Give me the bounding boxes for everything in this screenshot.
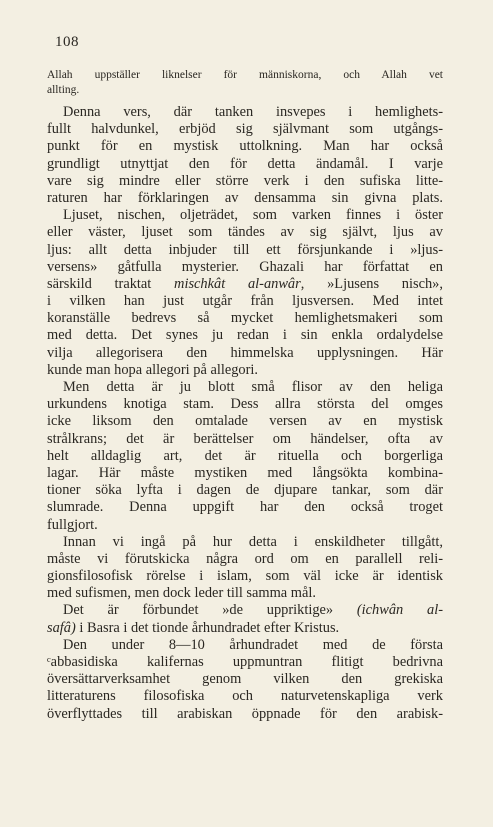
text-line: Men detta är ju blott små flisor av den heliga — [63, 379, 443, 395]
text-line: tioner söka lyfta i dagen de djupare tankar, som där — [47, 482, 443, 499]
text-line: urkundens knotiga stam. Dess allra största del omges — [47, 396, 443, 413]
text-line: icke liksom den omtalade versen av en mystisk — [47, 413, 443, 430]
text-span: särskild traktat — [47, 275, 175, 292]
text-line: helt alldaglig art, det är rituella och borgerliga — [47, 447, 443, 464]
text-line: koranställe bedrevs så mycket hemlighetsmakeri som — [47, 310, 443, 327]
text-line: ᶜabbasidiska kalifernas uppmuntran flitigt bedrivna — [47, 654, 443, 670]
text-span: Det är förbundet »de uppriktige» — [63, 602, 357, 619]
text-line: gionsfilosofisk rörelse i islam, som väl icke är identisk — [47, 568, 443, 585]
text-line: allting. — [47, 84, 80, 96]
text-line: vare sig mindre eller större verk i den sufiska litte- — [47, 172, 443, 189]
text-span: i Basra i det tionde århundradet efter Kristus. — [75, 619, 340, 636]
text-line: eller väster, ljuset som tändes av sig självt, ljus av — [47, 224, 443, 241]
text-line: med detta. Det synes ju redan i sin enkla ordalydelse — [47, 327, 443, 344]
text-line — [47, 620, 443, 637]
text-line: Innan vi ingå på hur detta i enskildheter tillgått, — [63, 533, 443, 550]
body-text — [47, 68, 443, 723]
page-number: 108 — [55, 34, 79, 50]
text-span: , »Ljusens nisch», — [300, 275, 443, 292]
text-line: måste vi förutskicka några ord om en parallell reli- — [47, 550, 443, 567]
text-line: slumrade. Denna uppgift har den också troget — [47, 499, 443, 516]
text-line: grundligt utnyttjat den för detta ändamål. I varje — [47, 155, 443, 172]
italic-term: mischkât al-anwâr — [174, 275, 301, 292]
text-line: fullgjort. — [47, 516, 98, 533]
text-line: Den under 8—10 århundradet med de första — [63, 636, 443, 653]
text-line: Allah uppställer liknelser för människorna, och Allah vet — [47, 69, 443, 81]
text-line: punkt för en mystisk uttolkning. Man har också — [47, 138, 443, 155]
text-line: överflyttades till arabiskan öppnade för den arabisk- — [47, 705, 443, 722]
text-line: kunde man hopa allegori på allegori. — [47, 361, 258, 378]
text-line: litteraturens filosofiska och naturvetenskapliga verk — [47, 688, 443, 705]
text-line: översättarverksamhet genom vilken den grekiska — [47, 671, 443, 688]
text-line: Denna vers, där tanken insvepes i hemlighets- — [63, 104, 443, 120]
text-line: med sufismen, men dock leder till samma mål. — [47, 585, 316, 602]
text-line: strålkrans; det är berättelser om händelser, ofta av — [47, 430, 443, 447]
text-line: Ljuset, nischen, oljeträdet, som varken finnes i öster — [63, 207, 443, 224]
text-line: raturen har förklaringen av densamma sin givna plats. — [47, 189, 443, 206]
text-line: fullt halvdunkel, erbjöd sig självmant som utgångs- — [47, 121, 443, 138]
text-line — [47, 602, 443, 619]
text-line: versens» gåtfulla mysterier. Ghazali har författat en — [47, 258, 443, 275]
text-line: lagar. Här måste mystiken med långsökta kombina- — [47, 464, 443, 481]
italic-term: safâ) — [47, 619, 76, 636]
text-line: i vilken han just utgår från ljusversen. Med intet — [47, 293, 443, 310]
text-line — [47, 276, 443, 293]
italic-term: (ichwân al- — [356, 602, 443, 619]
text-line: ljus: allt detta inbjuder till ett försjunkande i »ljus- — [47, 241, 443, 258]
text-line: vilja allegorisera den himmelska upplysningen. Här — [47, 344, 443, 361]
